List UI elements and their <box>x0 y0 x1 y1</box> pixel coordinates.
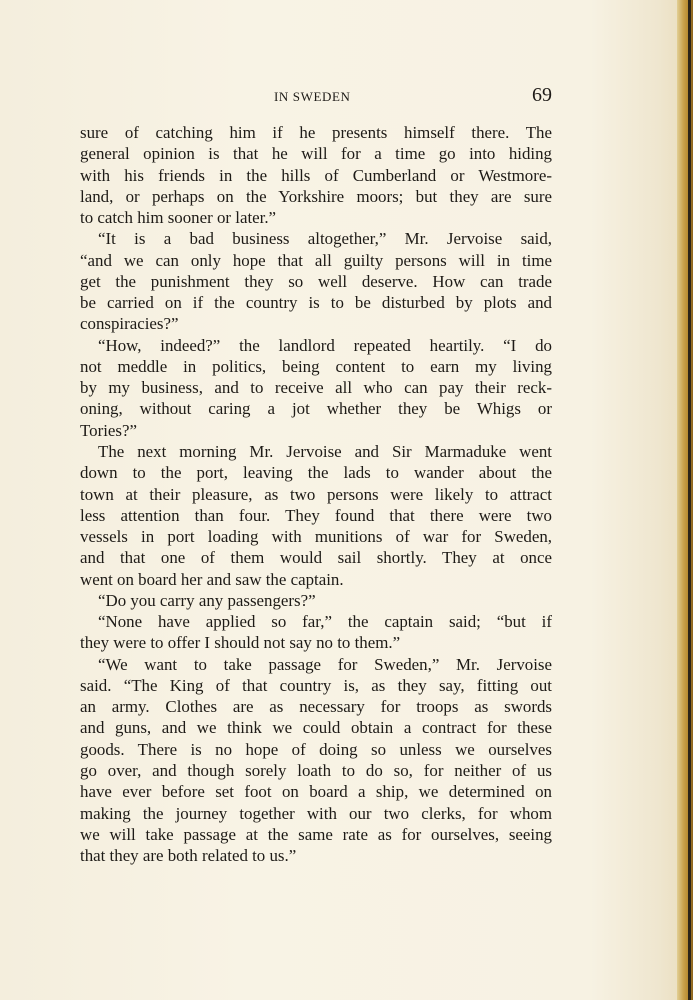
text-line: and that one of them would sail shortly. They at once <box>80 548 552 568</box>
text-line: “How, indeed?” the landlord repeated heartily. “I do <box>98 335 552 355</box>
text-line: vessels in port loading with munitions of war for Sweden, <box>80 527 552 547</box>
text-line: The next morning Mr. Jervoise and Sir Marmaduke went <box>98 441 552 461</box>
page-edge-shadow <box>688 0 691 1000</box>
text-line: get the punishment they so well deserve. How can trade <box>80 271 552 291</box>
text-line: less attention than four. They found that there were two <box>80 505 552 525</box>
page-number: 69 <box>532 84 552 106</box>
text-line: land, or perhaps on the Yorkshire moors; but they are sure <box>80 186 552 206</box>
text-line: we will take passage at the same rate as for ourselves, seeing <box>80 824 552 844</box>
text-line: goods. There is no hope of doing so unless we ourselves <box>80 739 552 759</box>
text-line: an army. Clothes are as necessary for troops as swords <box>80 697 552 717</box>
text-line: and guns, and we think we could obtain a contract for these <box>80 718 552 738</box>
text-line: said. “The King of that country is, as they say, fitting out <box>80 675 552 695</box>
text-line: making the journey together with our two clerks, for whom <box>80 803 552 823</box>
body-text <box>80 122 552 866</box>
text-line: “We want to take passage for Sweden,” Mr. Jervoise <box>98 654 552 674</box>
text-line: “and we can only hope that all guilty persons will in time <box>80 250 552 270</box>
text-line: oning, without caring a jot whether they be Whigs or <box>80 399 552 419</box>
page-header <box>80 86 552 110</box>
running-head: IN SWEDEN <box>274 89 351 104</box>
text-line: “It is a bad business altogether,” Mr. Jervoise said, <box>98 229 552 249</box>
text-line: by my business, and to receive all who can pay their reck- <box>80 378 552 398</box>
text-line: be carried on if the country is to be disturbed by plots and <box>80 293 552 313</box>
text-line: conspiracies?” <box>80 314 179 334</box>
text-line: general opinion is that he will for a time go into hiding <box>80 144 552 164</box>
text-line: to catch him sooner or later.” <box>80 208 277 228</box>
text-line: town at their pleasure, as two persons were likely to attract <box>80 484 552 504</box>
text-line: down to the port, leaving the lads to wander about the <box>80 463 552 483</box>
text-line: went on board her and saw the captain. <box>80 569 344 589</box>
text-line: “Do you carry any passengers?” <box>98 590 316 610</box>
text-line: sure of catching him if he presents himself there. The <box>80 123 552 142</box>
text-line: not meddle in politics, being content to earn my living <box>80 356 552 376</box>
text-line: “None have applied so far,” the captain said; “but if <box>98 612 552 632</box>
text-line: they were to offer I should not say no to them.” <box>80 633 401 653</box>
text-line: with his friends in the hills of Cumberland or Westmore- <box>80 165 552 185</box>
text-line: have ever before set foot on board a ship, we determined on <box>80 782 552 802</box>
text-line: go over, and though sorely loath to do so, for neither of us <box>80 760 552 780</box>
text-line: that they are both related to us.” <box>80 846 297 866</box>
text-line: Tories?” <box>80 420 137 440</box>
